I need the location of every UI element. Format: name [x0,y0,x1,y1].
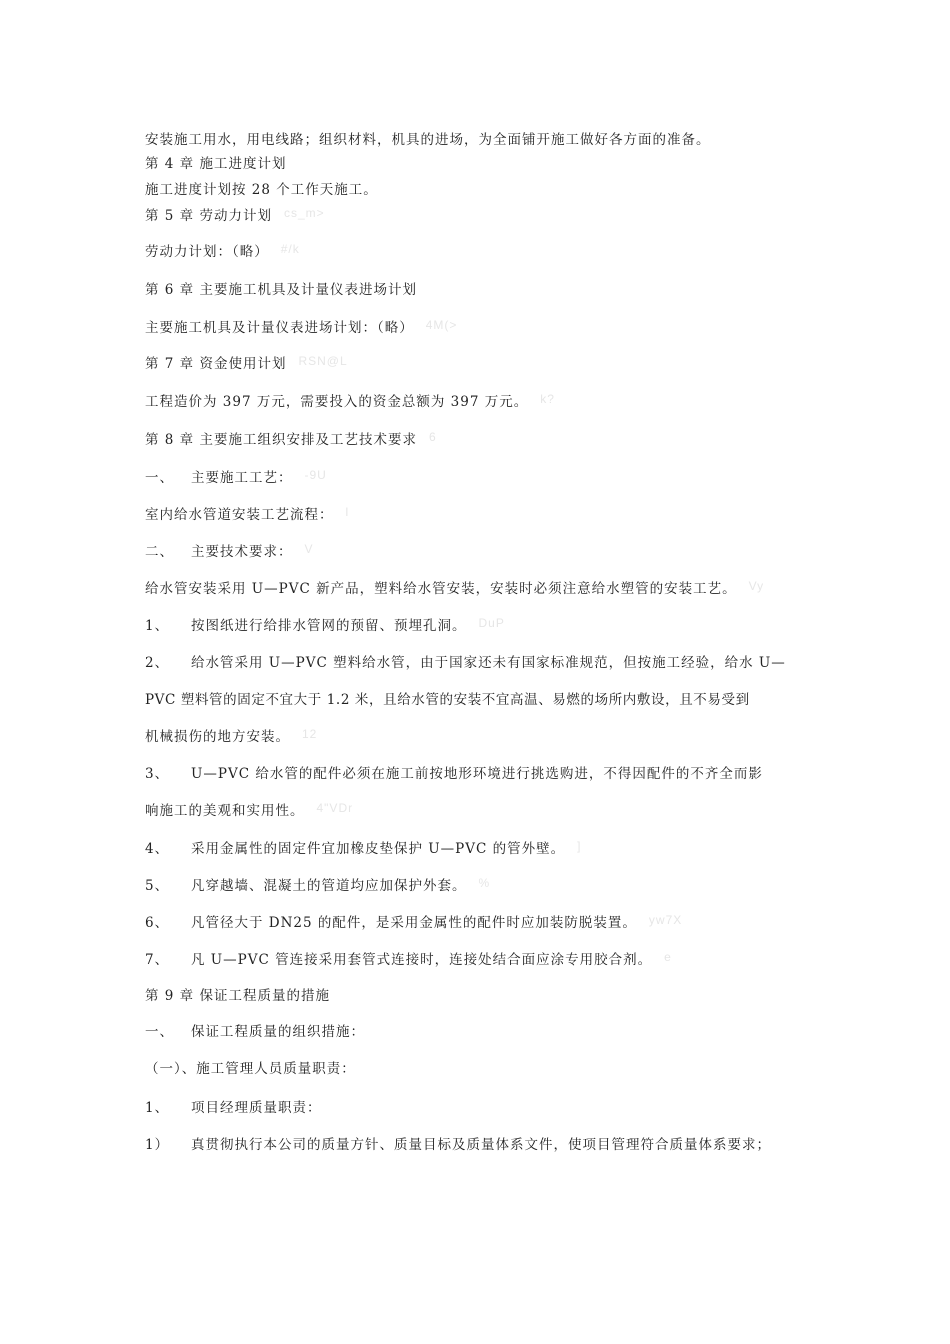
watermark-text: -9U [304,468,327,482]
line-text: 保证工程质量的组织措施： [191,1024,365,1040]
line-text: 工程造价为 397 万元，需要投入的资金总额为 397 万元。 [145,394,529,410]
list-number: 1、 [145,618,170,634]
watermark-text: yw7X [648,913,683,927]
watermark-text: #/k [280,242,300,256]
text-line [145,874,467,894]
text-line [145,390,528,410]
line-text: 给水管采用 U—PVC 塑料给水管，由于国家还未有国家标准规范，但按施工经验，给水 U— [191,655,786,671]
line-text: 安装施工用水，用电线路；组织材料，机具的进场，为全面铺开施工做好各方面的准备。 [145,132,711,148]
watermark-text: % [478,876,491,890]
list-number: 5、 [145,878,170,894]
watermark-text: l [345,505,350,519]
text-line [145,1133,771,1153]
watermark-text: 4M(> [425,318,458,332]
list-number: 一、 [145,1024,174,1040]
text-line [145,984,330,1004]
watermark-text: DuP [478,616,505,630]
line-text: 项目经理质量职责： [191,1100,322,1116]
text-line [145,428,417,448]
text-line [145,316,414,336]
watermark-text: RSN@L [298,354,348,368]
line-text: 第 5 章 劳动力计划 [145,208,272,224]
text-line [145,651,786,671]
line-text: 第 9 章 保证工程质量的措施 [145,988,330,1004]
watermark-text: ] [577,839,582,853]
line-text: 凡穿越墙、混凝土的管道均应加保护外套。 [191,878,467,894]
text-line [145,948,652,968]
line-text: 机械损伤的地方安装。 [145,729,290,745]
line-text: 凡管径大于 DN25 的配件，是采用金属性的配件时应加装防脱装置。 [191,915,637,931]
text-line [145,614,467,634]
list-number: 6、 [145,915,170,931]
line-text: 第 4 章 施工进度计划 [145,156,287,172]
list-number: 3、 [145,766,170,782]
text-line [145,204,272,224]
line-text: 给水管安装采用 U—PVC 新产品，塑料给水管安装，安装时必须注意给水塑管的安装工艺。 [145,581,737,597]
line-text: 第 8 章 主要施工组织安排及工艺技术要求 [145,432,417,448]
watermark-text: cs_m> [283,206,325,220]
text-line [145,577,737,597]
watermark-text: 4"VDr [316,801,354,815]
text-line [145,762,763,782]
text-line [145,911,637,931]
list-number: 1、 [145,1100,170,1116]
text-line [145,240,269,260]
line-text: 第 7 章 资金使用计划 [145,356,287,372]
watermark-text: V [304,542,314,556]
text-line [145,1020,365,1040]
text-line [145,799,305,819]
watermark-text: 12 [302,727,318,741]
line-text: 主要技术要求： [191,544,293,560]
watermark-text: Vy [748,579,765,593]
text-line [145,352,286,372]
watermark-text: e [664,950,672,964]
line-text: U—PVC 给水管的配件必须在施工前按地形环境进行挑选购进，不得因配件的不齐全而影 [191,766,763,782]
list-number: 一、 [145,470,174,486]
watermark-text: k? [540,392,555,406]
line-text: 按图纸进行给排水管网的预留、预埋孔洞。 [191,618,467,634]
text-line [145,540,293,560]
text-line [145,503,334,523]
text-line [145,466,293,486]
line-text: 施工进度计划按 28 个工作天施工。 [145,182,378,198]
text-line [145,152,286,172]
text-line [145,837,565,857]
line-text: PVC 塑料管的固定不宜大于 1.2 米，且给水管的安装不宜高温、易燃的场所内敷设，且不易受到 [145,692,750,708]
list-number: 二、 [145,544,174,560]
line-text: 真贯彻执行本公司的质量方针、质量目标及质量体系文件，使项目管理符合质量体系要求； [191,1137,771,1153]
line-text: 主要施工机具及计量仪表进场计划：（略） [145,320,414,336]
line-text: 劳动力计划：（略） [145,244,269,260]
text-line [145,688,750,708]
list-number: 4、 [145,841,170,857]
line-text: 响施工的美观和实用性。 [145,803,305,819]
line-text: 第 6 章 主要施工机具及计量仪表进场计划 [145,282,417,298]
text-line [145,128,711,148]
text-line [145,1057,356,1077]
list-number: 2、 [145,655,170,671]
list-number: 1） [145,1137,170,1153]
line-text: 采用金属性的固定件宜加橡皮垫保护 U—PVC 的管外壁。 [191,841,566,857]
text-line [145,1096,322,1116]
text-line [145,725,290,745]
watermark-text: 6 [428,430,437,444]
line-text: （一）、施工管理人员质量职责： [145,1061,356,1077]
line-text: 室内给水管道安装工艺流程： [145,507,334,523]
text-line [145,178,378,198]
line-text: 主要施工工艺： [191,470,293,486]
line-text: 凡 U—PVC 管连接采用套管式连接时，连接处结合面应涂专用胶合剂。 [191,952,653,968]
text-line [145,278,417,298]
list-number: 7、 [145,952,170,968]
